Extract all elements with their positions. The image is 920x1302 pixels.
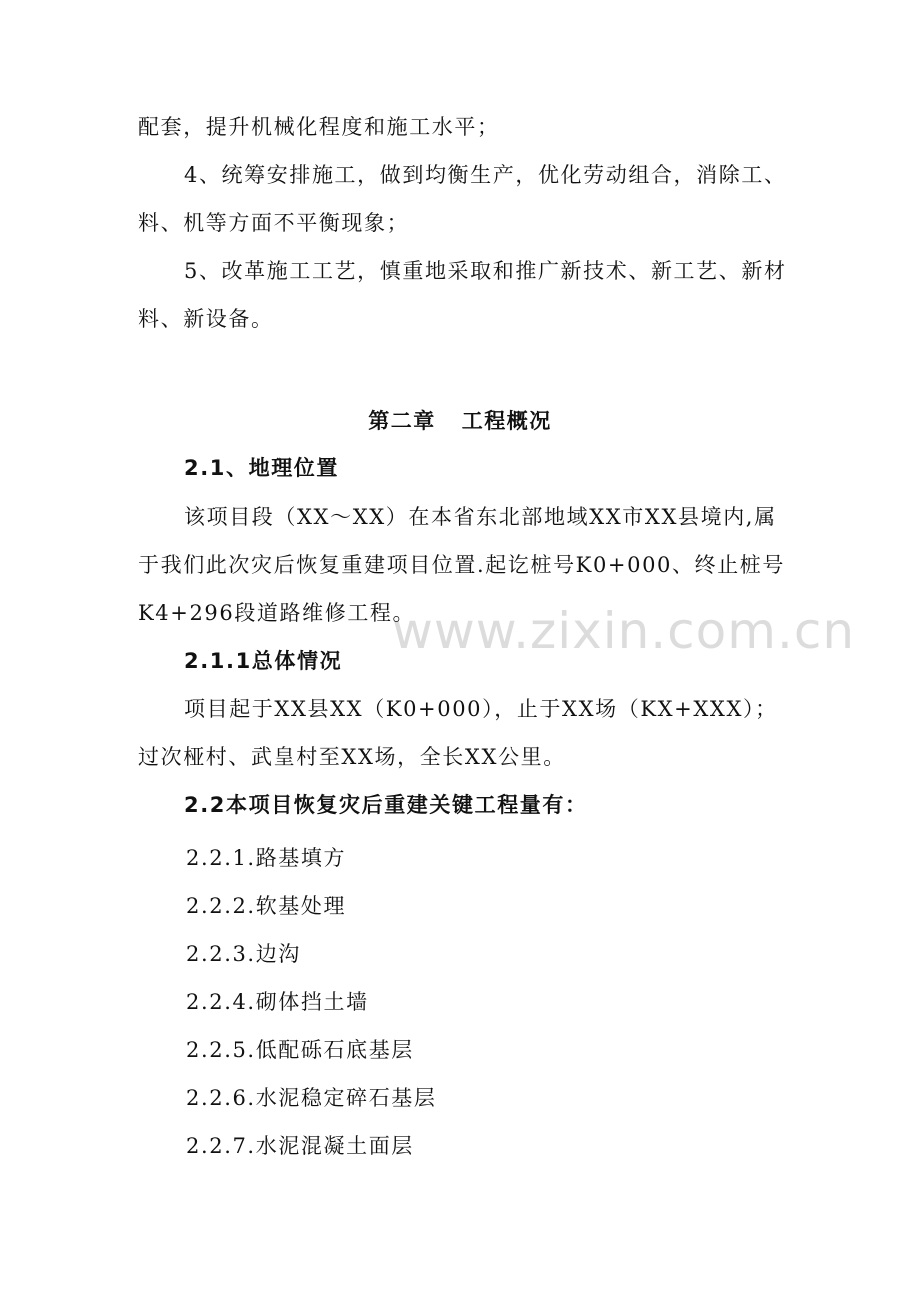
list-item: 2.2.6.水泥稳定碎石基层: [186, 1086, 437, 1110]
chapter-number: 第二章: [368, 409, 436, 433]
list-item: 2.2.2.软基处理: [186, 894, 347, 918]
section-2-1-body: 该项目段（XX～XX）在本省东北部地域XX市XX县境内,属于我们此次灾后恢复重建项目位置.起讫桩号K0+000、终止桩号K4+296段道路维修工程。: [138, 505, 786, 625]
intro-item-4: 4、统筹安排施工，做到均衡生产，优化劳动组合，消除工、料、机等方面不平衡现象；: [138, 163, 787, 235]
chapter-title: [0, 405, 920, 435]
chapter-name: 工程概况: [461, 409, 552, 433]
list-item: 2.2.1.路基填方: [186, 846, 347, 870]
intro-continuation: 配套，提升机械化程度和施工水平；: [138, 115, 500, 139]
list-item: 2.2.4.砌体挡土墙: [186, 990, 369, 1014]
section-2-2-heading: 2.2本项目恢复灾后重建关键工程量有：: [184, 793, 588, 817]
intro-item-5: 5、改革施工工艺，慎重地采取和推广新技术、新工艺、新材料、新设备。: [138, 259, 787, 331]
section-2-1-1-body: 项目起于XX县XX（K0+000），止于XX场（KX+XXX）；过次桠村、武皇村至XX场，全长XX公里。: [138, 697, 778, 769]
list-item: 2.2.5.低配砾石底基层: [186, 1038, 414, 1062]
watermark: www.zixin.com.cn: [392, 602, 856, 660]
section-2-1-heading: 2.1、地理位置: [184, 456, 340, 480]
section-2-1-1-heading: 2.1.1总体情况: [184, 649, 343, 673]
list-item: 2.2.3.边沟: [186, 942, 301, 966]
list-item: 2.2.7.水泥混凝土面层: [186, 1134, 414, 1158]
